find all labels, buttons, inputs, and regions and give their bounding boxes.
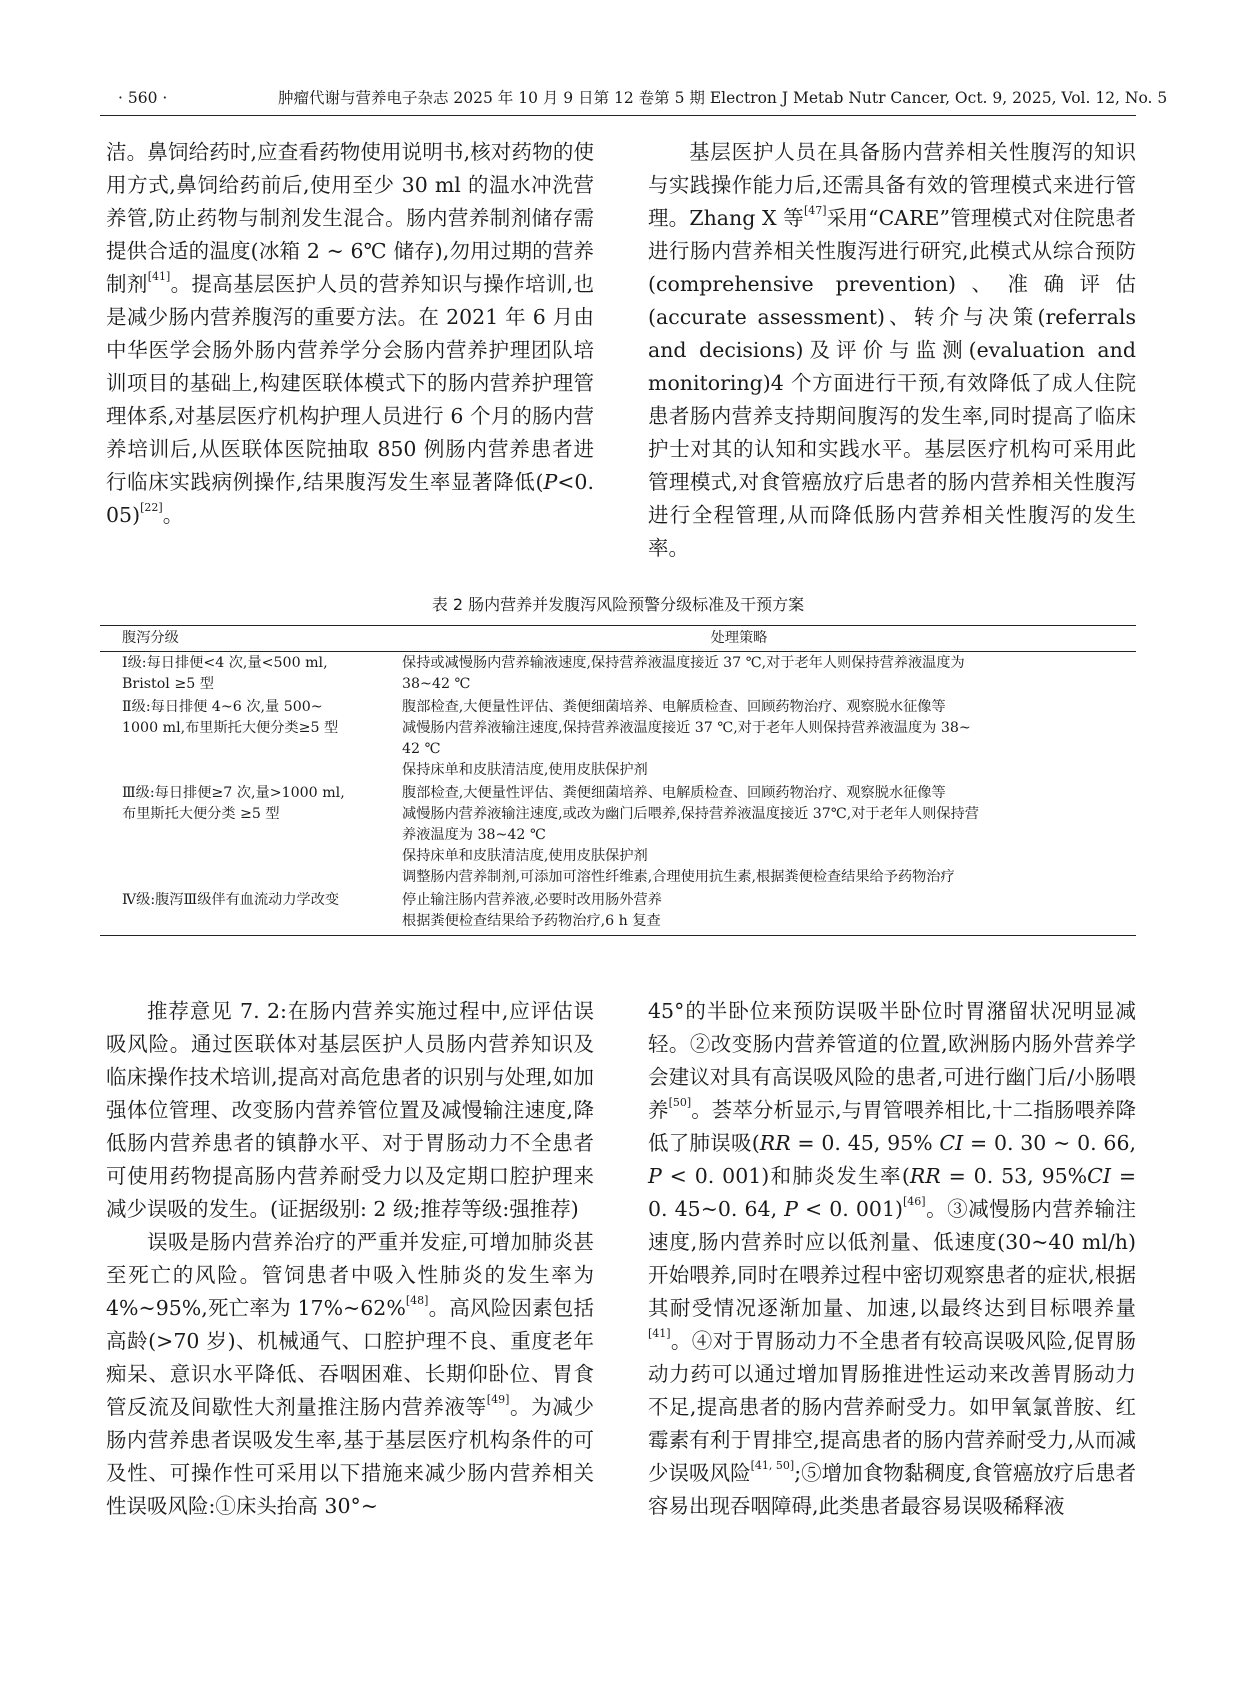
paragraph: 推荐意见 7. 2:在肠内营养实施过程中,应评估误吸风险。通过医联体对基层医护人员肠内营养知识及临床操作技术培训,提高对高危患者的识别与处理,如加强体位管理、改变肠内营养管位置及减慢输注速度,降低肠内营养患者的镇静水平、对于胃肠动力不全患者可使用药物提高肠内营养耐受力以及定期口腔护理来减少误吸的发生。(证据级别: 2 级;推荐等级:强推荐) [106,999,594,1221]
citation: [47] [803,204,827,217]
strategy-line: 调整肠内营养制剂,可添加可溶性纤维素,合理使用抗生素,根据粪便检查结果给予药物治疗 [402,869,955,885]
strategy-line: 减慢肠内营养液输注速度,或改为幽门后喂养,保持营养液温度接近 37℃,对于老年人则保持营 [402,806,979,822]
strategy-cell [402,890,1136,932]
strategy-line: 保持或减慢肠内营养输液速度,保持营养液温度接近 37 ℃,对于老年人则保持营养液温度为 [402,655,965,671]
strategy-line: 停止输注肠内营养液,必要时改用肠外营养 [402,892,662,908]
citation: [22] [140,501,163,514]
table-row [100,889,1136,935]
strategy-line: 腹部检查,大便量性评估、粪便细菌培养、电解质检查、回顾药物治疗、观察脱水征像等 [402,699,946,715]
strategy-line: 根据粪便检查结果给予药物治疗,6 h 复查 [402,913,661,929]
table-caption: 表 2 肠内营养并发腹泻风险预警分级标准及干预方案 [431,595,805,614]
table-row [100,652,1136,696]
running-header [100,86,1168,116]
strategy-line: 养液温度为 38~42 ℃ [402,827,546,843]
grade-line: Ⅳ级:腹泻Ⅲ级伴有血流动力学改变 [122,892,340,908]
citation: [41, 50] [750,1459,795,1472]
strategy-line: 保持床单和皮肤清洁度,使用皮肤保护剂 [402,762,648,778]
strategy-cell [402,783,1136,888]
paragraph: 45°的半卧位来预防误吸半卧位时胃潴留状况明显减轻。②改变肠内营养管道的位置,欧洲肠内肠外营养学会建议对具有高误吸风险的患者,可进行幽门后/小肠喂养[50]。荟萃分析显示,与胃管喂养相比,十二指肠喂养降低了肺误吸(RR = 0. 45, 95% CI = 0. 30 ~ 0. 66, P < 0. 001)和肺炎发生率(RR = 0. 53, 95%CI = 0. 45~0. 64, P < 0. 001)[46]。③减慢肠内营养输注速度,肠内营养时应以低剂量、低速度(30~40 ml/h)开始喂养,同时在喂养过程中密切观察患者的症状,根据其耐受情况逐渐加量、加速,以最终达到目标喂养量[41]。④对于胃肠动力不全患者有较高误吸风险,促胃肠动力药可以通过增加胃肠推进性运动来改善胃肠动力不足,提高患者的肠内营养耐受力。如甲氧氯普胺、红霉素有利于胃排空,提高患者的肠内营养耐受力,从而减少误吸风险[41, 50];⑤增加食物黏稠度,食管癌放疗后患者容易出现吞咽障碍,此类患者最容易误吸稀释液 [648,999,1137,1518]
grade-cell [100,890,402,932]
table-header-row [100,626,1136,652]
text-column-bottom-left [106,995,594,1523]
citation: [41] [648,1327,671,1340]
grade-cell [100,783,402,888]
grade-line: Ⅰ级:每日排便<4 次,量<500 ml, [122,655,328,671]
journal-info: 肿瘤代谢与营养电子杂志 2025 年 10 月 9 日第 12 卷第 5 期 Electron J Metab Nutr Cancer, Oct. 9, 2025, Vol. 12, No. 5 [278,89,1168,107]
paragraph: 误吸是肠内营养治疗的严重并发症,可增加肺炎甚至死亡的风险。管饲患者中吸入性肺炎的发生率为 4%~95%,死亡率为 17%~62%[48]。高风险因素包括高龄(>70 岁)、机械通气、口腔护理不良、重度老年痴呆、意识水平降低、吞咽困难、长期仰卧位、胃食管反流及间歇性大剂量推注肠内营养液等[49]。为减少肠内营养患者误吸发生率,基于基层医疗机构条件的可及性、可操作性可采用以下措施来减少肠内营养相关性误吸风险:①床头抬高 30°~ [106,1230,595,1518]
text-column-bottom-right [648,995,1136,1523]
citation: [50] [668,1096,692,1109]
grade-line: Bristol ≥5 型 [122,676,214,692]
strategy-cell [402,697,1136,781]
strategy-line: 减慢肠内营养液输注速度,保持营养液温度接近 37 ℃,对于老年人则保持营养液温度为 38~ [402,720,971,736]
grade-cell [100,653,402,695]
strategy-line: 42 ℃ [402,741,441,757]
page-number: · 560 · [118,89,168,107]
table-row [100,696,1136,782]
citation: [46] [903,1195,926,1208]
grade-line: 1000 ml,布里斯托大便分类≥5 型 [122,720,339,736]
grade-line: 布里斯托大便分类 ≥5 型 [122,806,280,822]
citation: [49] [486,1393,510,1406]
citation: [41] [147,270,171,283]
diarrhea-grading-table [100,625,1136,936]
table-body [100,652,1136,935]
strategy-cell [402,653,1136,695]
grade-cell [100,697,402,781]
strategy-line: 38~42 ℃ [402,676,471,692]
grade-line: Ⅱ级:每日排便 4~6 次,量 500~ [122,699,323,715]
grade-line: Ⅲ级:每日排便≥7 次,量>1000 ml, [122,785,345,801]
text-column-top-right [648,136,1136,565]
strategy-line: 腹部检查,大便量性评估、粪便细菌培养、电解质检查、回顾药物治疗、观察脱水征像等 [402,785,946,801]
paragraph: 基层医护人员在具备肠内营养相关性腹泻的知识与实践操作能力后,还需具备有效的管理模式来进行管理。Zhang X 等[47]采用“CARE”管理模式对住院患者进行肠内营养相关性腹泻进行研究,此模式从综合预防(comprehensive prevention)、准确评估(accurate assessment)、转介与决策(referrals and decisions)及评价与监测(evaluation and monitoring)4 个方面进行干预,有效降低了成人住院患者肠内营养支持期间腹泻的发生率,同时提高了临床护士对其的认知和实践水平。基层医疗机构可采用此管理模式,对食管癌放疗后患者的肠内营养相关性腹泻进行全程管理,从而降低肠内营养相关性腹泻的发生率。 [648,140,1136,560]
header-grade: 腹泻分级 [122,630,179,646]
table-row [100,782,1136,889]
strategy-line: 保持床单和皮肤清洁度,使用皮肤保护剂 [402,848,648,864]
citation: [48] [405,1294,429,1307]
text-column-top-left [106,136,594,532]
header-strategy: 处理策略 [710,630,768,646]
paragraph: 洁。鼻饲给药时,应查看药物使用说明书,核对药物的使用方式,鼻饲给药前后,使用至少 30 ml 的温水冲洗营养管,防止药物与制剂发生混合。肠内营养制剂储存需提供合适的温度(冰箱 2 ~ 6℃ 储存),勿用过期的营养制剂[41]。提高基层医护人员的营养知识与操作培训,也是减少肠内营养腹泻的重要方法。在 2021 年 6 月由中华医学会肠外肠内营养学分会肠内营养护理团队培训项目的基础上,构建医联体模式下的肠内营养护理管理体系,对基层医疗机构护理人员进行 6 个月的肠内营养培训后,从医联体医院抽取 850 例肠内营养患者进行临床实践病例操作,结果腹泻发生率显著降低(P<0. 05)[22]。 [106,140,595,527]
